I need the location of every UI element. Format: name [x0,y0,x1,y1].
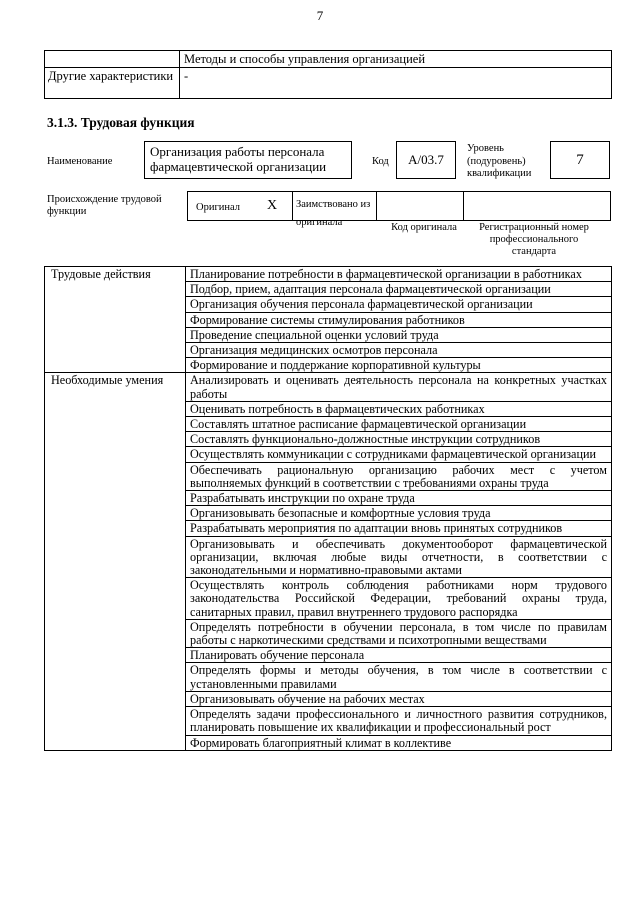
code-label: Код [372,156,389,167]
labor-action-item: Проведение специальной оценки условий труда [186,327,612,342]
skill-item: Формировать благоприятный климат в коллективе [186,735,612,750]
skill-item: Оценивать потребность в фармацевтических работниках [186,401,612,416]
skill-item: Составлять штатное расписание фармацевтической организации [186,417,612,432]
skill-item: Определять потребности в обучении персонала, в том числе по правилам работы с наркотическими средствами и психотропными веществами [186,619,612,647]
labor-function-table [44,266,612,751]
labor-action-item: Формирование и поддержание корпоративной культуры [186,358,612,373]
skill-item: Разрабатывать инструкции по охране труда [186,491,612,506]
table-row [45,51,612,68]
skill-item: Планировать обучение персонала [186,648,612,663]
original-code-caption: Код оригинала [391,222,457,233]
skill-item: Осуществлять контроль соблюдения работниками норм трудового законодательства Российской Федерации, требований охраны труда, санитарных правил, правил внутреннего трудового распорядка [186,578,612,620]
skill-item: Разрабатывать мероприятия по адаптации вновь принятых сотрудников [186,521,612,536]
labor-action-item: Планирование потребности в фармацевтической организации в работниках [186,267,612,282]
original-mark: X [267,198,278,213]
required-skills-label: Необходимые умения [45,373,186,750]
function-code: А/03.7 [408,152,444,167]
original-label: Оригинал [196,202,240,213]
section-title: 3.1.3. Трудовая функция [47,115,195,130]
labor-action-item: Формирование системы стимулирования работников [186,312,612,327]
registration-number-box [463,191,611,221]
page-number: 7 [316,8,324,23]
table-row [45,373,612,401]
registration-number-caption: Регистрационный номер профессионального стандарта [479,222,589,257]
skill-item: Организовывать безопасные и комфортные условия труда [186,506,612,521]
code-value-box [396,141,456,179]
labor-action-item: Подбор, прием, адаптация персонала фармацевтической организации [186,282,612,297]
labor-actions-label: Трудовые действия [45,267,186,373]
name-label: Наименование [47,156,113,167]
skill-item: Обеспечивать рациональную организацию рабочих мест с учетом выполняемых функций в соответствии с требованиями охраны труда [186,462,612,490]
skill-item: Осуществлять коммуникации с сотрудниками фармацевтической организации [186,447,612,462]
skill-item: Определять задачи профессионального и личностного развития сотрудников, планировать повышение их квалификации и профессиональный рост [186,707,612,735]
methods-cell: Методы и способы управления организацией [180,51,612,68]
skill-item: Организовывать и обеспечивать документооборот фармацевтической организации, включая любые виды отчетности, в соответствии с законодательными и нормативно-правовыми актами [186,536,612,578]
name-value-box [144,141,352,179]
skill-item: Составлять функционально-должностные инструкции сотрудников [186,432,612,447]
qualification-level: 7 [576,152,584,168]
skill-item: Организовывать обучение на рабочих местах [186,691,612,706]
borrowed-label: Заимствовано из оригинала [296,199,371,228]
original-code-box [376,191,464,221]
origin-borrowed-box [292,191,377,228]
labor-action-item: Организация обучения персонала фармацевтической организации [186,297,612,312]
labor-action-item: Организация медицинских осмотров персонала [186,343,612,358]
top-table [44,50,612,99]
function-name: Организация работы персонала фармацевтической организации [150,144,327,174]
level-value-box [550,141,610,179]
table-row [45,267,612,282]
origin-label: Происхождение трудовой функции [47,194,162,217]
origin-original-box [187,191,293,221]
table-row [45,68,612,99]
level-label: Уровень (подуровень) квалификации [467,143,532,179]
skill-item: Анализировать и оценивать деятельность персонала на конкретных участках работы [186,373,612,401]
other-characteristics-value: - [180,68,612,99]
skill-item: Определять формы и методы обучения, в том числе в соответствии с установленными правилами [186,663,612,691]
other-characteristics-label: Другие характеристики [45,68,180,99]
